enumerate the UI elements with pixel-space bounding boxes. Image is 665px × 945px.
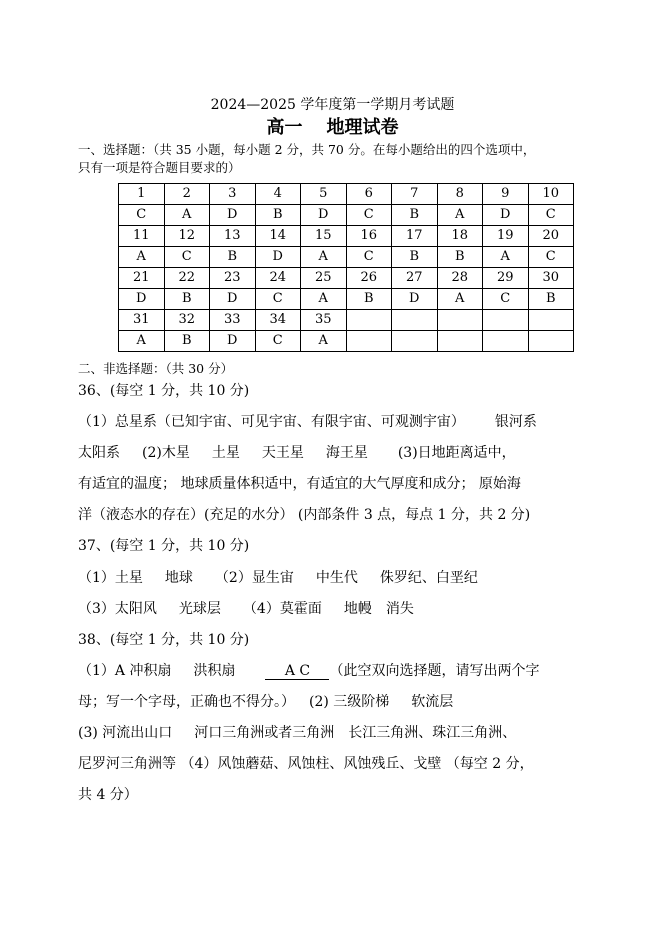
- question-number-cell: 16: [346, 226, 392, 247]
- question-number-cell: 25: [301, 268, 347, 289]
- q36-line4: 洋（液态水的存在）(充足的水分） (内部条件 3 点，每点 1 分，共 2 分): [78, 507, 531, 523]
- question-number-cell: 2: [164, 184, 210, 205]
- answer-key-cell: [346, 331, 392, 352]
- answer-key-cell: D: [210, 205, 256, 226]
- q38-answer-3a: (3) 河流出山口: [78, 725, 173, 741]
- q38-answer-1c: （此空双向选择题，请写出两个字: [329, 663, 540, 679]
- question-number-cell: [346, 310, 392, 331]
- answer-key-cell: A: [164, 205, 210, 226]
- q36-answer-2c: 土星: [211, 445, 240, 461]
- question-number-cell: 12: [164, 226, 210, 247]
- answer-key-cell: B: [164, 331, 210, 352]
- question-number-cell: 23: [210, 268, 256, 289]
- q38-answer-2b: (2) 三级阶梯: [309, 694, 390, 710]
- q37-answer-1b: 地球: [164, 570, 193, 586]
- q36-heading: 36、(每空 1 分，共 10 分): [78, 383, 250, 399]
- answer-key-cell: C: [119, 205, 165, 226]
- question-number-row: [119, 310, 574, 331]
- answer-key-cell: B: [255, 205, 301, 226]
- answer-key-cell: B: [392, 247, 438, 268]
- question-number-row: [119, 184, 574, 205]
- question-number-cell: 10: [528, 184, 574, 205]
- answer-key-cell: A: [483, 247, 529, 268]
- answer-key-cell: D: [119, 289, 165, 310]
- answer-key-cell: B: [437, 247, 483, 268]
- question-number-cell: 19: [483, 226, 529, 247]
- question-number-cell: 5: [301, 184, 347, 205]
- answer-key-cell: C: [528, 247, 574, 268]
- q38-fill-blank: A C: [265, 663, 329, 680]
- answer-key-cell: A: [301, 331, 347, 352]
- question-number-cell: 14: [255, 226, 301, 247]
- exam-subtitle: [0, 117, 665, 139]
- answer-key-cell: D: [255, 247, 301, 268]
- answer-key-cell: C: [528, 205, 574, 226]
- answer-key-cell: C: [255, 331, 301, 352]
- question-number-cell: 3: [210, 184, 256, 205]
- answer-key-row: [119, 247, 574, 268]
- question-number-cell: 11: [119, 226, 165, 247]
- question-number-cell: 34: [255, 310, 301, 331]
- q38-line2: [78, 692, 638, 712]
- answer-key-cell: C: [346, 205, 392, 226]
- q36-answer-2a: 太阳系: [78, 445, 120, 461]
- answer-key-cell: B: [210, 247, 256, 268]
- grade-label: 高一: [266, 117, 303, 138]
- answer-key-cell: C: [255, 289, 301, 310]
- question-number-cell: 24: [255, 268, 301, 289]
- q36-answer-2e: 海王星: [325, 445, 368, 461]
- answer-key-cell: B: [346, 289, 392, 310]
- question-number-cell: 18: [437, 226, 483, 247]
- answer-key-cell: B: [392, 205, 438, 226]
- q37-answer-1c: （2）显生宙: [214, 570, 294, 586]
- answer-key-cell: [437, 331, 483, 352]
- q37-answer-2c: （4）莫霍面: [242, 601, 322, 617]
- q38-line1: [78, 661, 638, 681]
- answer-key-cell: C: [164, 247, 210, 268]
- answer-key-cell: D: [483, 205, 529, 226]
- q38-answer-1b: 洪积扇: [193, 663, 236, 679]
- question-number-row: [119, 268, 574, 289]
- q36-answer-1b: 银河系: [494, 414, 537, 430]
- q37-answer-1d: 中生代: [315, 570, 358, 586]
- answer-key-cell: C: [346, 247, 392, 268]
- section2-heading: 二、非选择题：（共 30 分）: [78, 361, 234, 376]
- q37-heading: 37、(每空 1 分，共 10 分): [78, 538, 250, 554]
- question-number-cell: 21: [119, 268, 165, 289]
- section1-heading-line1: 一、选择题：（共 35 小题，每小题 2 分，共 70 分。在每小题给出的四个选项中，: [78, 142, 536, 157]
- answer-key-row: [119, 205, 574, 226]
- question-number-cell: 29: [483, 268, 529, 289]
- question-number-cell: [437, 310, 483, 331]
- answer-key-row: [119, 289, 574, 310]
- q36-line3: 有适宜的温度； 地球质量体积适中，有适宜的大气厚度和成分； 原始海: [78, 476, 521, 492]
- answer-key-cell: D: [210, 331, 256, 352]
- q36-line2: [78, 443, 638, 463]
- q37-line1: [78, 568, 638, 588]
- section1-heading-line2: 只有一项是符合题目要求的）: [78, 160, 241, 175]
- q36-answer-2d: 天王星: [261, 445, 304, 461]
- answer-key-cell: A: [301, 289, 347, 310]
- answer-key-cell: B: [528, 289, 574, 310]
- question-number-row: [119, 226, 574, 247]
- answer-key-cell: B: [164, 289, 210, 310]
- question-number-cell: 8: [437, 184, 483, 205]
- question-number-cell: 26: [346, 268, 392, 289]
- q37-answer-2e: 消失: [385, 601, 414, 617]
- question-number-cell: 7: [392, 184, 438, 205]
- q37-line2: [78, 599, 638, 619]
- q38-answer-1a: （1）A 冲积扇: [78, 663, 172, 679]
- q37-answer-1e: 侏罗纪、白垩纪: [379, 570, 478, 586]
- question-number-cell: [392, 310, 438, 331]
- q37-answer-1a: （1）土星: [78, 570, 143, 586]
- answer-key-cell: A: [119, 247, 165, 268]
- q37-answer-2b: 光球层: [178, 601, 221, 617]
- q38-answer-3c: 长江三角洲、珠江三角洲、: [348, 725, 517, 741]
- question-number-cell: 15: [301, 226, 347, 247]
- subject-label: 地理试卷: [326, 117, 399, 138]
- q38-line5: 共 4 分）: [78, 787, 138, 803]
- q38-line4: 尼罗河三角洲等 （4）风蚀蘑菇、风蚀柱、风蚀残丘、戈壁 （每空 2 分，: [78, 756, 534, 772]
- answer-key-cell: [528, 331, 574, 352]
- question-number-cell: 32: [164, 310, 210, 331]
- question-number-cell: 30: [528, 268, 574, 289]
- question-number-cell: 33: [210, 310, 256, 331]
- question-number-cell: 13: [210, 226, 256, 247]
- q38-answer-2c: 软流层: [411, 694, 454, 710]
- answer-key-cell: C: [483, 289, 529, 310]
- question-number-cell: 35: [301, 310, 347, 331]
- question-number-cell: 17: [392, 226, 438, 247]
- answer-key-cell: D: [301, 205, 347, 226]
- question-number-cell: 1: [119, 184, 165, 205]
- question-number-cell: 4: [255, 184, 301, 205]
- question-number-cell: 31: [119, 310, 165, 331]
- q36-line1: [78, 412, 638, 432]
- answer-key-cell: D: [210, 289, 256, 310]
- answer-key-row: [119, 331, 574, 352]
- question-number-cell: [528, 310, 574, 331]
- q36-answer-2f: (3)日地距离适中，: [397, 445, 516, 461]
- answer-key-cell: [483, 331, 529, 352]
- q38-line3: [78, 723, 638, 743]
- question-number-cell: [483, 310, 529, 331]
- q36-answer-1a: （1）总星系（已知宇宙、可见宇宙、有限宇宙、可观测宇宙）: [78, 414, 465, 430]
- answer-key-cell: A: [119, 331, 165, 352]
- q38-heading: 38、(每空 1 分，共 10 分): [78, 632, 250, 648]
- answer-key-cell: A: [301, 247, 347, 268]
- answer-table: [118, 183, 574, 352]
- q37-answer-2d: 地幔: [343, 601, 372, 617]
- answer-key-cell: A: [437, 205, 483, 226]
- question-number-cell: 6: [346, 184, 392, 205]
- exam-title: 2024—2025 学年度第一学期月考试题: [210, 97, 455, 113]
- q38-answer-3b: 河口三角洲或者三角洲: [194, 725, 335, 741]
- q38-answer-2a: 母；写一个字母，正确也不得分。）: [78, 694, 295, 710]
- q37-answer-2a: （3）太阳风: [78, 601, 157, 617]
- answer-key-cell: A: [437, 289, 483, 310]
- question-number-cell: 9: [483, 184, 529, 205]
- question-number-cell: 22: [164, 268, 210, 289]
- answer-key-cell: [392, 331, 438, 352]
- question-number-cell: 20: [528, 226, 574, 247]
- question-number-cell: 28: [437, 268, 483, 289]
- question-number-cell: 27: [392, 268, 438, 289]
- answer-key-cell: D: [392, 289, 438, 310]
- q36-answer-2b: (2)木星: [142, 445, 190, 461]
